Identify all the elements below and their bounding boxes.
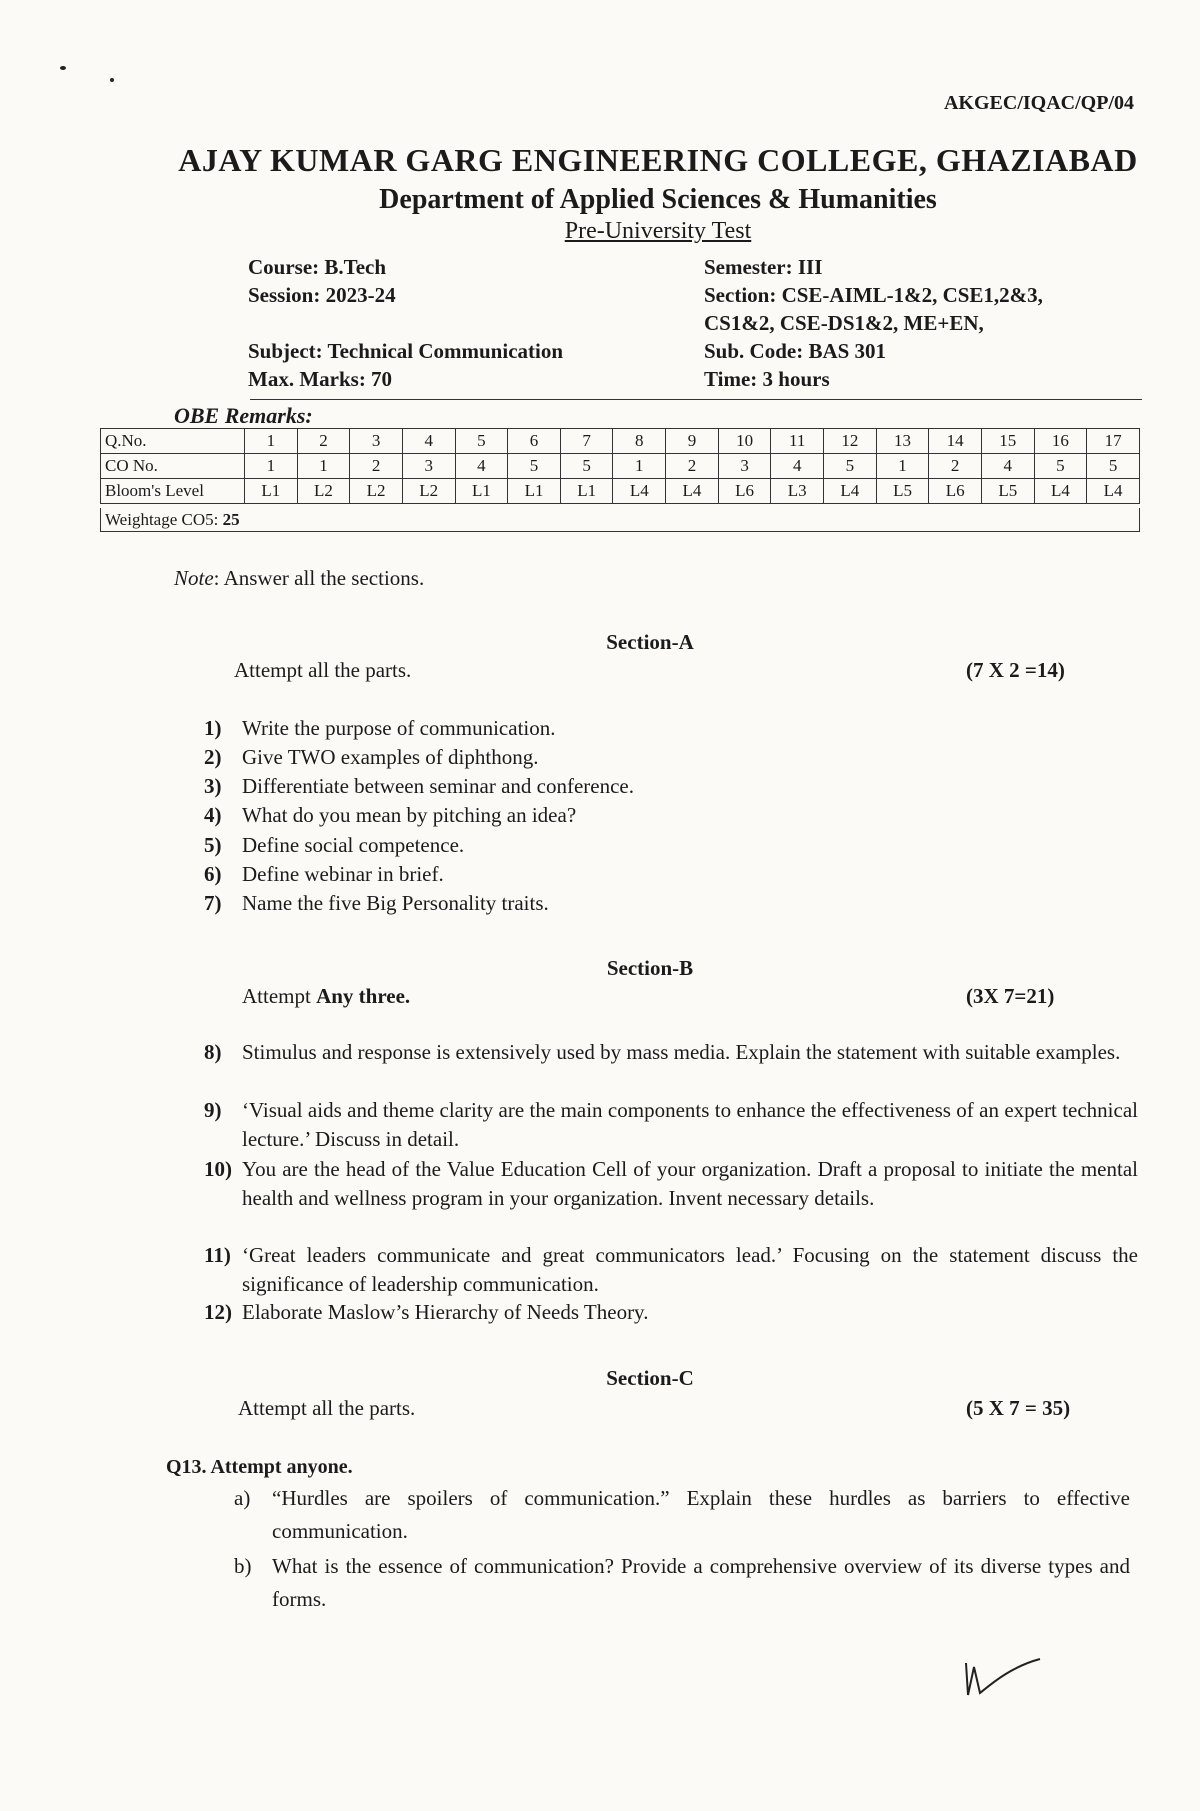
table-cell: L4 [1034,479,1087,504]
question-item [204,1155,1138,1213]
question-number: 12) [204,1300,232,1324]
table-cell: 3 [402,454,455,479]
question-text: “Hurdles are spoilers of communication.” Explain these hurdles as barriers to effective communication. [272,1486,1130,1543]
table-cell: 9 [666,429,719,454]
table-cell: 17 [1087,429,1140,454]
table-cell: 5 [1087,454,1140,479]
stray-mark [60,66,66,70]
question-item [204,801,1122,830]
table-cell: 4 [455,454,508,479]
table-cell: L2 [350,479,403,504]
sub-code: Sub. Code: BAS 301 [704,339,887,363]
qno-row [101,429,1140,454]
table-cell: 4 [402,429,455,454]
meta-left [248,253,563,393]
question-text: What is the essence of communication? Provide a comprehensive overview of its diverse types and forms. [272,1554,1130,1611]
table-cell: 4 [771,454,824,479]
obe-remarks-title: OBE Remarks: [174,403,313,428]
question-number: 7) [204,891,222,915]
question-text: Name the five Big Personality traits. [242,891,549,915]
table-cell: 1 [876,454,929,479]
section-c-instruction: Attempt all the parts. [238,1396,416,1420]
table-cell: L4 [824,479,877,504]
question-text: Differentiate between seminar and conference. [242,774,634,798]
stray-mark [110,78,114,82]
section-line-2: CS1&2, CSE-DS1&2, ME+EN, [704,311,984,335]
row-label: Bloom's Level [101,479,245,504]
course: Course: B.Tech [248,255,387,279]
obe-table [100,428,1140,504]
table-cell: 5 [455,429,508,454]
question-number: 3) [204,774,222,798]
table-cell: 15 [981,429,1034,454]
question-item [234,1482,1130,1548]
question-number: 5) [204,833,222,857]
row-label: Q.No. [101,429,245,454]
table-cell: 10 [718,429,771,454]
table-cell: 14 [929,429,982,454]
bloom-row [101,479,1140,504]
table-cell: 5 [560,454,613,479]
table-cell: 2 [929,454,982,479]
table-cell: L4 [613,479,666,504]
question-item [234,1550,1130,1616]
table-cell: 2 [297,429,350,454]
session: Session: 2023-24 [248,283,396,307]
question-number: 2) [204,745,222,769]
question-text: Define webinar in brief. [242,862,444,886]
weightage-label: Weightage CO5: [105,510,219,529]
question-number: a) [234,1486,251,1510]
department-name: Department of Applied Sciences & Humanities [379,184,937,215]
college-name: AJAY KUMAR GARG ENGINEERING COLLEGE, GHAZIABAD [178,142,1138,178]
table-cell: 1 [245,454,298,479]
table-cell: L4 [1087,479,1140,504]
section-a-title: Section-A [606,630,694,654]
question-text: ‘Visual aids and theme clarity are the main components to enhance the effectiveness of an expert technical lecture.’ Discuss in detail. [242,1098,1138,1151]
table-cell: L1 [455,479,508,504]
question-number: 4) [204,803,222,827]
table-cell: 5 [1034,454,1087,479]
table-cell: L6 [929,479,982,504]
table-cell: L6 [718,479,771,504]
table-cell: 13 [876,429,929,454]
table-cell: L4 [666,479,719,504]
section-b-marks: (3X 7=21) [966,984,1055,1008]
question-number: 1) [204,716,222,740]
time: Time: 3 hours [704,367,830,391]
subject: Subject: Technical Communication [248,339,564,363]
question-text: Give TWO examples of diphthong. [242,745,539,769]
document-code: AKGEC/IQAC/QP/04 [943,92,1134,114]
question-text: Elaborate Maslow’s Hierarchy of Needs Theory. [242,1300,649,1324]
question-number: 11) [204,1243,231,1267]
question-item [204,1038,1138,1067]
question-text: Write the purpose of communication. [242,716,556,740]
question-item [204,1298,1138,1327]
weightage-row [100,508,1140,532]
table-cell: 1 [297,454,350,479]
table-cell: 5 [508,454,561,479]
question-item [204,860,1122,889]
table-cell: 1 [613,454,666,479]
question-item [204,714,1122,743]
question-number: 10) [204,1157,232,1181]
table-cell: 7 [560,429,613,454]
table-cell: 2 [350,454,403,479]
semester: Semester: III [704,255,823,279]
question-number: 9) [204,1098,222,1122]
question-number: b) [234,1554,252,1578]
table-cell: 11 [771,429,824,454]
section-line-1: Section: CSE-AIML-1&2, CSE1,2&3, [704,283,1043,307]
weightage-value: 25 [222,510,240,529]
note-label: Note [174,566,214,590]
co-row [101,454,1140,479]
table-cell: 5 [824,454,877,479]
q13-label: Q13. Attempt anyone. [166,1456,353,1478]
table-cell: L5 [876,479,929,504]
question-item [204,772,1122,801]
table-cell: L3 [771,479,824,504]
table-cell: L5 [981,479,1034,504]
question-item [204,743,1122,772]
question-number: 8) [204,1040,222,1064]
question-number: 6) [204,862,222,886]
section-a-instruction: Attempt all the parts. [234,658,412,682]
question-text: You are the head of the Value Education Cell of your organization. Draft a proposal to initiate the mental health and wellness program in your organization. Invent necessary details. [242,1157,1138,1210]
test-name: Pre-University Test [564,218,752,244]
section-a-marks: (7 X 2 =14) [966,658,1065,682]
table-cell: L2 [297,479,350,504]
question-text: Stimulus and response is extensively used by mass media. Explain the statement with suitable examples. [242,1040,1121,1064]
note-text: : Answer all the sections. [213,566,425,590]
question-text: ‘Great leaders communicate and great communicators lead.’ Focusing on the statement discuss the significance of leadership communication. [242,1243,1138,1296]
note [174,566,424,591]
section-c-title: Section-C [606,1366,694,1390]
question-text: Define social competence. [242,833,465,857]
question-text: What do you mean by pitching an idea? [242,803,577,827]
question-item [204,831,1122,860]
question-item [204,1096,1138,1154]
meta-right [704,253,1043,393]
question-item [204,1241,1138,1299]
table-cell: L1 [245,479,298,504]
table-cell: 6 [508,429,561,454]
table-cell: 1 [245,429,298,454]
divider [250,399,1142,400]
table-cell: 3 [350,429,403,454]
table-cell: L2 [402,479,455,504]
table-cell: 2 [666,454,719,479]
table-cell: 12 [824,429,877,454]
signature-icon [960,1645,1050,1705]
question-item [204,889,1122,918]
table-cell: L1 [560,479,613,504]
table-cell: 3 [718,454,771,479]
max-marks: Max. Marks: 70 [248,367,393,391]
section-b-instruction: Attempt Any three. [242,984,411,1008]
table-cell: L1 [508,479,561,504]
section-c-marks: (5 X 7 = 35) [966,1396,1071,1420]
table-cell: 16 [1034,429,1087,454]
row-label: CO No. [101,454,245,479]
section-b-title: Section-B [606,956,694,980]
table-cell: 8 [613,429,666,454]
table-cell: 4 [981,454,1034,479]
